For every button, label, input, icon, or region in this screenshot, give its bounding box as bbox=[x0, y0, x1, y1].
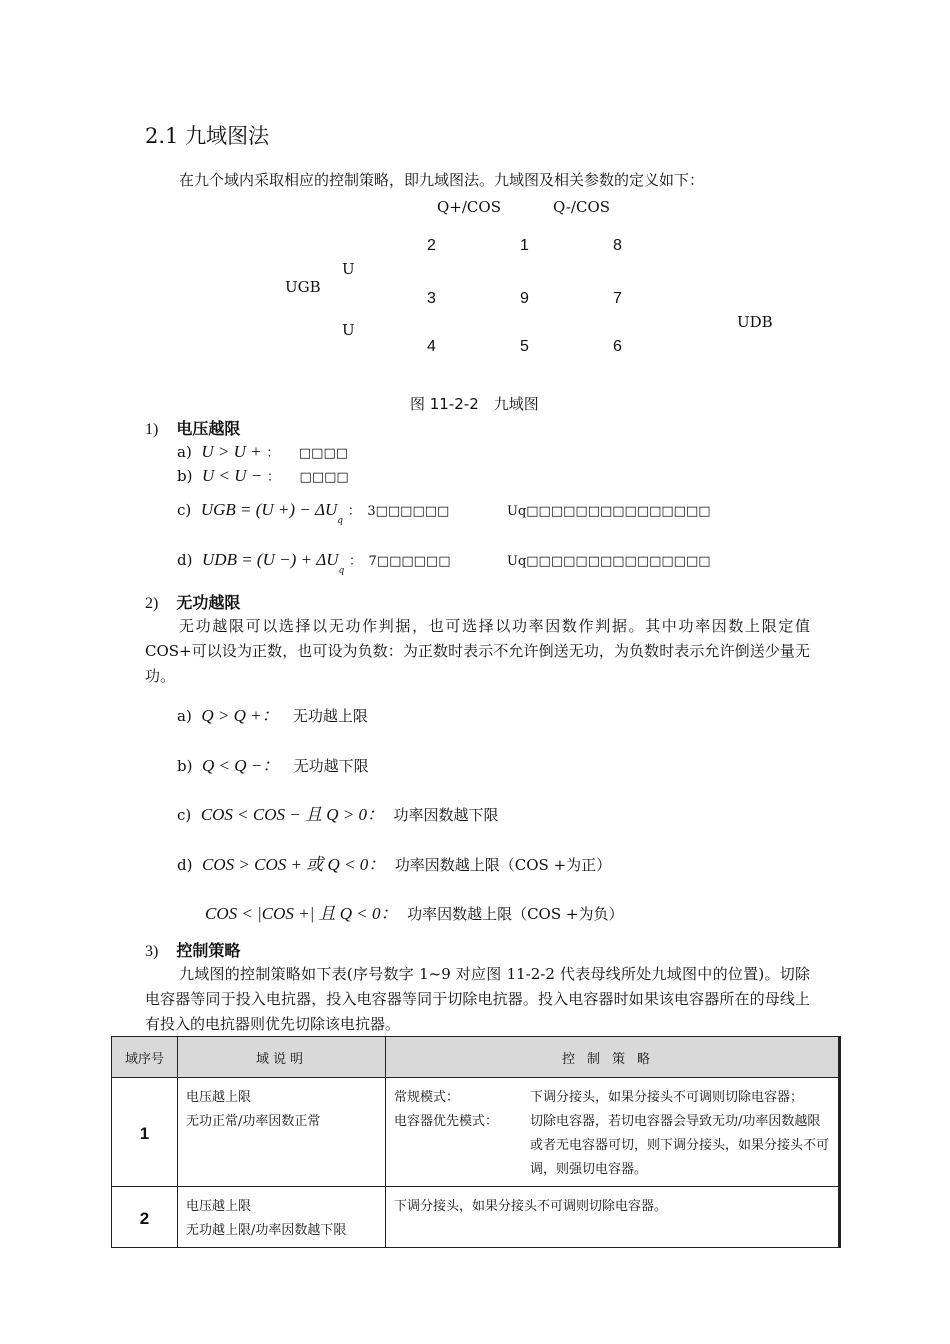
u-lower-label: U bbox=[342, 321, 355, 339]
mode-name: 常规模式： bbox=[394, 1090, 460, 1105]
item-label: a) bbox=[177, 707, 192, 725]
mode-row bbox=[394, 1110, 830, 1182]
section-2-label: 无功越限 bbox=[176, 593, 241, 612]
domain-number: 1 bbox=[112, 1078, 178, 1187]
math-expression: COS < COS − 且 Q > 0： bbox=[200, 805, 384, 824]
item-label: a) bbox=[177, 443, 192, 461]
item-text: ： 7□□□□□□ bbox=[349, 554, 451, 569]
table-header-row bbox=[112, 1037, 840, 1078]
header-domain-no: 域序号 bbox=[112, 1037, 178, 1078]
mode-row bbox=[394, 1086, 830, 1110]
section-1-title bbox=[145, 416, 240, 439]
item-label: d) bbox=[177, 856, 193, 874]
strategy-cell bbox=[386, 1187, 840, 1248]
q-minus-label: Q-/COS bbox=[553, 198, 611, 216]
math-expression: UGB = (U +) − ΔU bbox=[200, 500, 338, 519]
item-label: d) bbox=[177, 551, 193, 569]
voltage-item-a bbox=[177, 442, 348, 462]
section-3-label: 控制策略 bbox=[176, 941, 241, 960]
table-row bbox=[112, 1078, 840, 1187]
item-text: ： 3□□□□□□ bbox=[347, 504, 450, 519]
item-label: c) bbox=[177, 501, 192, 519]
math-expression: COS < |COS +| 且 Q < 0： bbox=[205, 904, 398, 923]
header-strategy: 控制策略 bbox=[386, 1037, 840, 1078]
table-row bbox=[112, 1187, 840, 1248]
section-2-number: 2) bbox=[145, 595, 159, 612]
section-2-title bbox=[145, 590, 240, 613]
subscript: q bbox=[338, 566, 345, 576]
domain-description bbox=[178, 1078, 386, 1187]
intro-paragraph: 在九个域内采取相应的控制策略，即九域图法。九域图及相关参数的定义如下： bbox=[179, 171, 705, 189]
section-1-number: 1) bbox=[145, 421, 159, 438]
math-expression: Q > Q +： bbox=[201, 706, 279, 725]
domain-cell-1: 1 bbox=[520, 237, 529, 254]
figure-caption: 图 11-2-2 九域图 bbox=[410, 395, 539, 413]
math-expression: U > U + bbox=[201, 442, 262, 461]
item-label: b) bbox=[177, 757, 193, 775]
reactive-item-e bbox=[205, 899, 623, 924]
section-3-number: 3) bbox=[145, 943, 159, 960]
domain-description bbox=[178, 1187, 386, 1248]
desc-line: 无功越上限/功率因数越下限 bbox=[186, 1223, 347, 1238]
desc-line: 电压越上限 bbox=[186, 1090, 252, 1105]
u-upper-label: U bbox=[342, 260, 355, 278]
mode-description: 切除电容器，若切电容器会导致无功/功率因数越限或者无电容器可切，则下调分接头，如果分接头不可调，则强切电容器。 bbox=[530, 1114, 830, 1177]
domain-cell-2: 2 bbox=[427, 237, 436, 254]
subscript: q bbox=[337, 516, 344, 526]
domain-cell-5: 5 bbox=[520, 338, 529, 355]
domain-number: 2 bbox=[112, 1187, 178, 1248]
strategy-cell bbox=[386, 1078, 840, 1187]
voltage-item-b bbox=[177, 466, 349, 486]
reactive-paragraph: 无功越限可以选择以无功作判据，也可选择以功率因数作判据。其中功率因数上限定值COS+可以设为正数，也可设为负数：为正数时表示不允许倒送无功，为负数时表示允许倒送少量无功。 bbox=[145, 617, 810, 685]
desc-line: 无功正常/功率因数正常 bbox=[186, 1114, 321, 1129]
domain-cell-8: 8 bbox=[613, 237, 622, 254]
item-text: 无功越上限 bbox=[292, 707, 368, 725]
reactive-item-a bbox=[177, 701, 368, 726]
item-label: b) bbox=[177, 467, 193, 485]
strategy-text: 下调分接头，如果分接头不可调则切除电容器。 bbox=[394, 1199, 668, 1214]
reactive-item-b bbox=[177, 751, 369, 776]
item-text: 功率因数越下限 bbox=[393, 806, 499, 824]
voltage-item-d bbox=[177, 550, 451, 576]
math-expression: U < U − bbox=[202, 466, 263, 485]
voltage-item-c bbox=[177, 500, 450, 526]
item-text: ： □□□□ bbox=[267, 470, 349, 485]
voltage-item-c-tail: Uq□□□□□□□□□□□□□□□ bbox=[507, 504, 711, 519]
domain-cell-7: 7 bbox=[613, 290, 622, 307]
strategy-table bbox=[111, 1036, 841, 1248]
udb-label: UDB bbox=[737, 313, 773, 331]
item-label: c) bbox=[177, 806, 192, 824]
item-text: ： □□□□ bbox=[266, 446, 349, 461]
reactive-item-c bbox=[177, 800, 499, 825]
desc-line: 电压越上限 bbox=[186, 1199, 252, 1214]
item-text: 功率因数越上限（COS +为负） bbox=[407, 905, 624, 923]
voltage-item-d-tail: Uq□□□□□□□□□□□□□□□ bbox=[507, 554, 711, 569]
strategy-paragraph: 九域图的控制策略如下表(序号数字 1~9 对应图 11-2-2 代表母线所处九域图中的位置)。切除电容器等同于投入电抗器，投入电容器等同于切除电抗器。投入电容器时如果该电容器所在的母线上有投入的电抗器则优先切除该电抗器。 bbox=[145, 965, 810, 1033]
header-domain-desc: 域说明 bbox=[178, 1037, 386, 1078]
section-heading: 2.1 九域图法 bbox=[145, 124, 270, 148]
domain-cell-9: 9 bbox=[520, 290, 529, 307]
math-expression: COS > COS + 或 Q < 0： bbox=[202, 855, 386, 874]
mode-name: 电容器优先模式： bbox=[394, 1114, 499, 1129]
domain-cell-3: 3 bbox=[427, 290, 436, 307]
domain-cell-4: 4 bbox=[427, 338, 436, 355]
section-1-label: 电压越限 bbox=[176, 419, 241, 438]
item-text: 无功越下限 bbox=[293, 757, 369, 775]
q-plus-label: Q+/COS bbox=[437, 198, 501, 216]
reactive-item-d bbox=[177, 850, 611, 875]
ugb-label: UGB bbox=[285, 278, 321, 296]
math-expression: UDB = (U −) + ΔU bbox=[202, 550, 339, 569]
mode-description: 下调分接头，如果分接头不可调则切除电容器； bbox=[530, 1090, 804, 1105]
item-text: 功率因数越上限（COS +为正） bbox=[394, 856, 612, 874]
section-3-title bbox=[145, 938, 240, 961]
math-expression: Q < Q −： bbox=[202, 756, 280, 775]
domain-cell-6: 6 bbox=[613, 338, 622, 355]
